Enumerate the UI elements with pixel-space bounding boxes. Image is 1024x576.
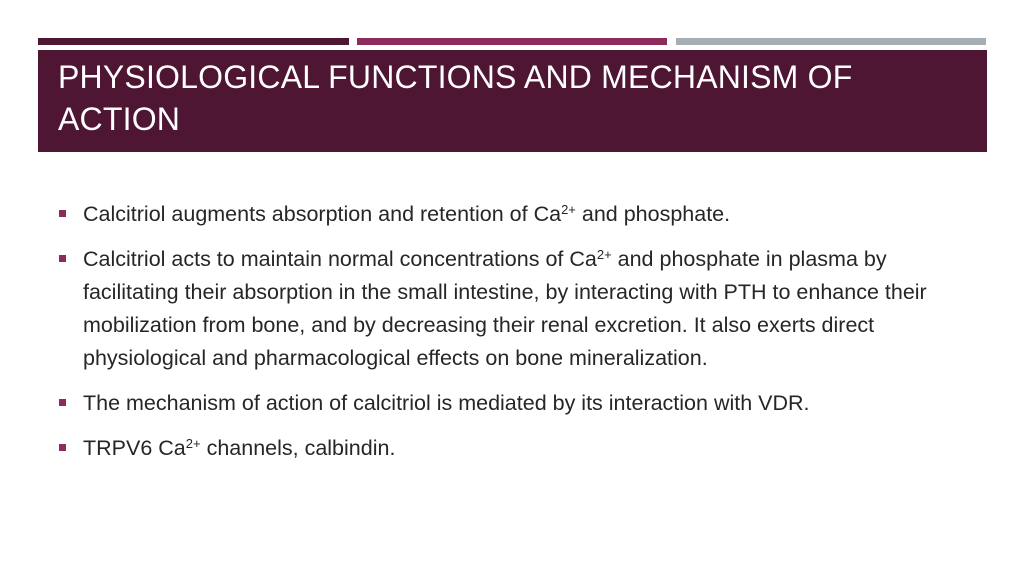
bullet-text: TRPV6 Ca xyxy=(83,436,186,460)
accent-bar-middle xyxy=(357,38,667,45)
bullet-text: Calcitriol augments absorption and retention of Ca xyxy=(83,202,562,226)
superscript: 2+ xyxy=(561,202,576,217)
square-bullet-icon xyxy=(59,210,66,217)
square-bullet-icon xyxy=(59,444,66,451)
bullet-text-continued: channels, calbindin. xyxy=(200,436,396,460)
bullet-list xyxy=(56,198,976,477)
bullet-item xyxy=(56,387,976,420)
bullet-text-continued: and phosphate. xyxy=(575,202,731,226)
bullet-item xyxy=(56,432,976,465)
slide-title: PHYSIOLOGICAL FUNCTIONS AND MECHANISM OF ACTION xyxy=(58,59,853,137)
superscript: 2+ xyxy=(596,247,612,262)
bullet-text: The mechanism of action of calcitriol is mediated by its interaction with VDR. xyxy=(83,391,810,415)
accent-bar-left xyxy=(38,38,349,45)
accent-bar-right xyxy=(676,38,986,45)
square-bullet-icon xyxy=(59,255,66,262)
bullet-text-continued: and phosphate in plasma by facilitating their absorption in the small intestine, by interacting with PTH to enhance their mobilization from bone, and by decreasing their renal excretion. It also exerts direct physiological and pharmacological effects on bone mineralization. xyxy=(83,247,927,370)
superscript: 2+ xyxy=(185,436,201,451)
bullet-item xyxy=(56,198,976,231)
bullet-item xyxy=(56,243,976,375)
bullet-text: Calcitriol acts to maintain normal concentrations of Ca xyxy=(83,247,597,271)
title-banner xyxy=(38,50,987,152)
square-bullet-icon xyxy=(59,399,66,406)
